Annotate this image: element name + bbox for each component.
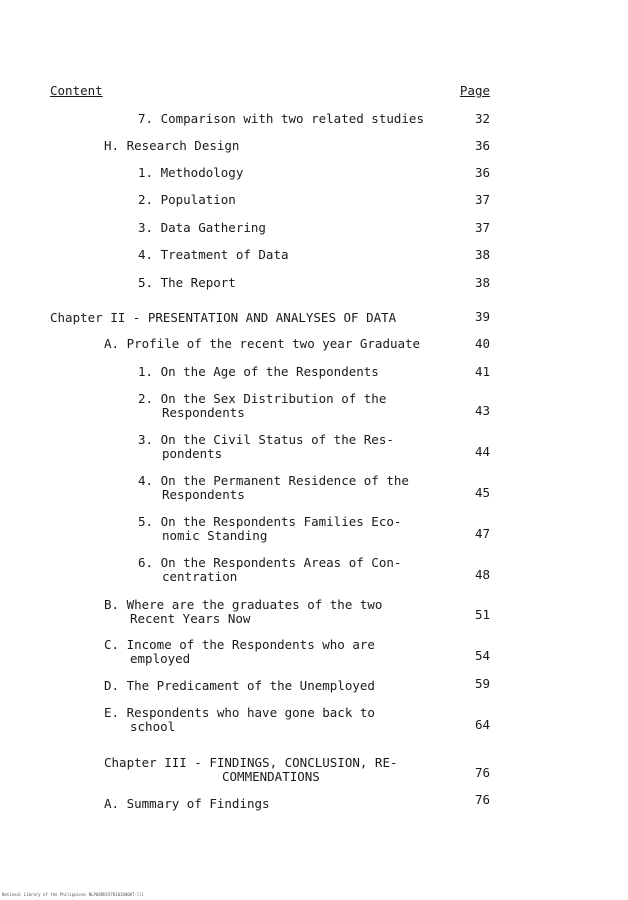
- toc-entry-page: 36: [474, 165, 490, 180]
- toc-entry-text: 2. On the Sex Distribution of the: [138, 391, 387, 406]
- toc-entry-text-continued: COMMENDATIONS: [222, 769, 320, 784]
- toc-entry-page: 40: [474, 336, 490, 351]
- toc-entry-page: 47: [474, 526, 490, 541]
- toc-entry-text: 5. The Report: [138, 275, 236, 290]
- toc-entry-text-continued: school: [130, 719, 176, 734]
- toc-entry-text: 1. On the Age of the Respondents: [138, 364, 379, 379]
- toc-entry-text: B. Where are the graduates of the two: [104, 597, 383, 612]
- toc-entry-text: 4. Treatment of Data: [138, 247, 289, 262]
- toc-entry-page: 36: [474, 138, 490, 153]
- toc-entry-page: 45: [474, 485, 490, 500]
- toc-entry-text: 6. On the Respondents Areas of Con-: [138, 555, 402, 570]
- toc-entry-text-continued: nomic Standing: [162, 528, 268, 543]
- toc-entry-page: 76: [474, 792, 490, 807]
- toc-entry-text: 5. On the Respondents Families Eco-: [138, 514, 402, 529]
- toc-entry-text: 2. Population: [138, 192, 236, 207]
- toc-entry-page: 44: [474, 444, 490, 459]
- toc-entry-text-continued: Respondents: [162, 487, 245, 502]
- toc-entry-page: 64: [474, 717, 490, 732]
- page-header: Page: [459, 83, 490, 98]
- toc-entry-text: E. Respondents who have gone back to: [104, 705, 375, 720]
- toc-entry-text: Chapter II - PRESENTATION AND ANALYSES OF DATA: [50, 310, 397, 325]
- library-footer: National Library of the Philippines NLP00RD19781010000T-lll: [2, 892, 145, 897]
- toc-entry-page: 38: [474, 275, 490, 290]
- toc-entry-text-continued: Recent Years Now: [130, 611, 251, 626]
- toc-entry-page: 43: [474, 403, 490, 418]
- toc-entry-text-continued: employed: [130, 651, 191, 666]
- toc-entry-page: 32: [474, 111, 490, 126]
- toc-entry-text: C. Income of the Respondents who are: [104, 637, 375, 652]
- toc-entry-text: H. Research Design: [104, 138, 240, 153]
- toc-entry-page: 41: [474, 364, 490, 379]
- toc-entry-text-continued: centration: [162, 569, 238, 584]
- toc-entry-page: 59: [474, 676, 490, 691]
- toc-entry-page: 48: [474, 567, 490, 582]
- toc-entry-text: 3. On the Civil Status of the Res-: [138, 432, 394, 447]
- toc-entry-text: 1. Methodology: [138, 165, 244, 180]
- toc-entry-page: 39: [474, 309, 490, 324]
- toc-entry-text: Chapter III - FINDINGS, CONCLUSION, RE-: [104, 755, 398, 770]
- toc-entry-text: A. Summary of Findings: [104, 796, 270, 811]
- toc-entry-page: 76: [474, 765, 490, 780]
- toc-entry-text: D. The Predicament of the Unemployed: [104, 678, 375, 693]
- toc-entry-text: 3. Data Gathering: [138, 220, 266, 235]
- toc-entry-text-continued: Respondents: [162, 405, 245, 420]
- toc-entry-text: A. Profile of the recent two year Graduate: [104, 336, 421, 351]
- toc-entry-text: 7. Comparison with two related studies: [138, 111, 424, 126]
- content-header: Content: [50, 83, 103, 98]
- toc-entry-page: 37: [474, 192, 490, 207]
- toc-entry-text-continued: pondents: [162, 446, 223, 461]
- toc-entry-page: 38: [474, 247, 490, 262]
- toc-entry-page: 54: [474, 648, 490, 663]
- toc-entry-page: 37: [474, 220, 490, 235]
- toc-entry-text: 4. On the Permanent Residence of the: [138, 473, 409, 488]
- toc-entry-page: 51: [474, 607, 490, 622]
